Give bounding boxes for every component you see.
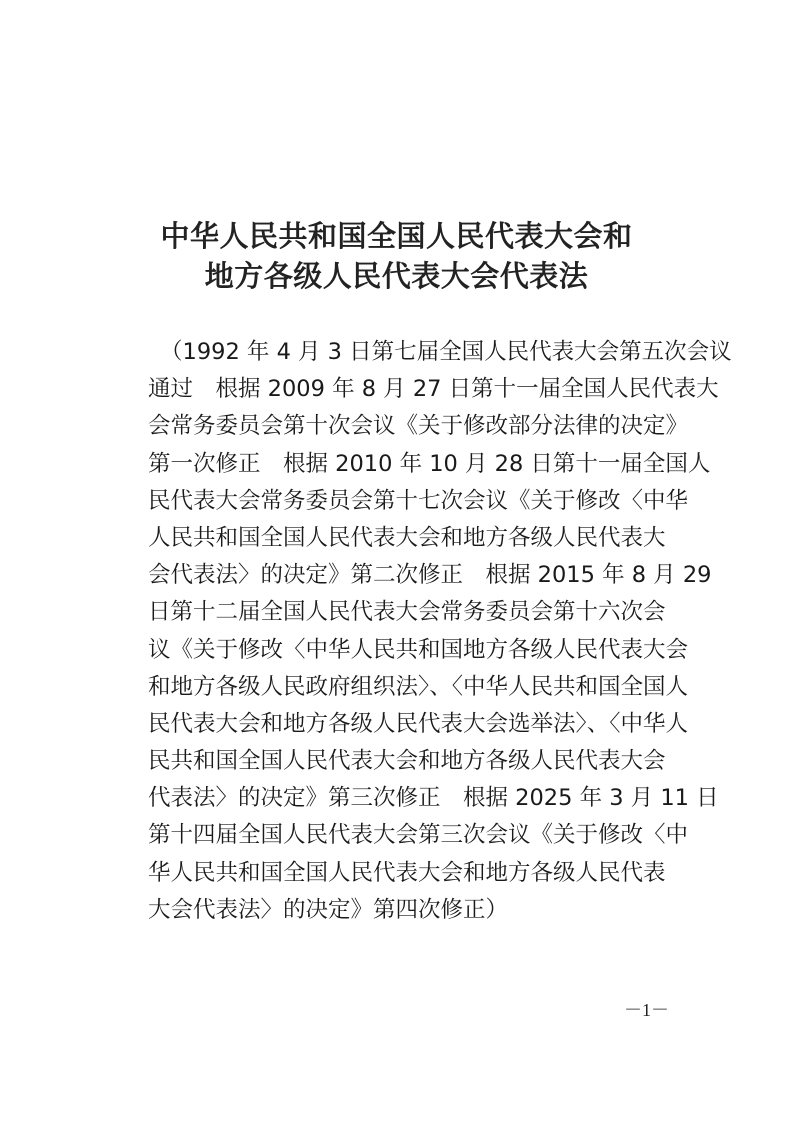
preamble-line: （1992 年 4 月 3 日第七届全国人民代表大会第五次会议 [160, 339, 732, 365]
preamble-line: 代表法〉的决定》第三次修正 根据 2025 年 3 月 11 日 [148, 785, 719, 812]
preamble-line: 第十四届全国人民代表大会第三次会议《关于修改〈中 [148, 822, 689, 849]
preamble-line: 大会代表法〉的决定》第四次修正） [148, 896, 509, 923]
preamble-line: 民代表大会和地方各级人民代表大会选举法〉、〈中华人 [148, 710, 689, 737]
preamble-line: 和地方各级人民政府组织法〉、〈中华人民共和国全国人 [148, 673, 689, 700]
preamble-line: 通过 根据 2009 年 8 月 27 日第十一届全国人民代表大 [148, 376, 719, 403]
preamble-line: 会代表法〉的决定》第二次修正 根据 2015 年 8 月 29 [148, 562, 712, 589]
preamble-line: 日第十二届全国人民代表大会常务委员会第十六次会 [148, 599, 666, 626]
page-number: －1－ [624, 1000, 669, 1020]
preamble-line: 民代表大会常务委员会第十七次会议《关于修改〈中华 [148, 487, 689, 514]
preamble-line: 第一次修正 根据 2010 年 10 月 28 日第十一届全国人 [148, 450, 711, 477]
preamble-line: 会常务委员会第十次会议《关于修改部分法律的决定》 [148, 413, 689, 440]
preamble-line: 民共和国全国人民代表大会和地方各级人民代表大会 [148, 748, 666, 775]
preamble-line: 人民共和国全国人民代表大会和地方各级人民代表大 [148, 524, 666, 551]
title-line-2: 地方各级人民代表大会代表法 [204, 259, 589, 293]
document-title [0, 216, 793, 296]
preamble-paragraph [148, 334, 732, 929]
preamble-line: 议《关于修改〈中华人民共和国地方各级人民代表大会 [148, 636, 689, 663]
title-line-1: 中华人民共和国全国人民代表大会和 [160, 219, 633, 253]
preamble-line: 华人民共和国全国人民代表大会和地方各级人民代表 [148, 859, 666, 886]
